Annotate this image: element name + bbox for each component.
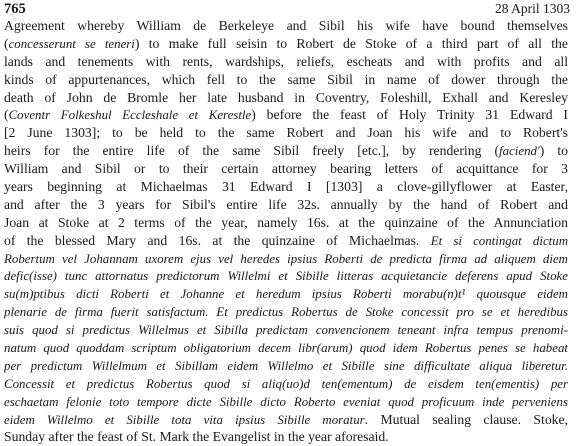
latin-text: Robertum vel Johannam uxorem ejus vel heredes ipsius Roberti de predicta firma ad aliquem diem <box>4 251 568 266</box>
latin-text: per predictum Willelmum et Sibillam eidem Willelmo et Sibille sine difficultate aliqua liberetur. <box>4 358 568 373</box>
latin-text: Et si contingat dictum <box>430 233 568 248</box>
latin-text: natum quod quoddam scriptum obligatorium decem libr(arum) quod idem Robertus penes se habeat <box>4 341 568 356</box>
english-text: ) to make full seisin to Robert de Stoke of a third part of all the <box>134 35 568 51</box>
latin-text: Coventr Folkeshul Eccleshale et Kerestle <box>8 108 252 123</box>
text-line <box>4 232 568 250</box>
text-line <box>4 142 568 160</box>
text-line <box>4 89 568 107</box>
english-text: Joan at Stoke at 2 terms of the year, namely 16s. at the quinzaine of the Annunciation <box>4 214 568 230</box>
text-line <box>4 303 568 321</box>
latin-text: defic(isse) tunc attornatus predictorum Willelmi et Sibille litteras acquietancie deferens apud Stoke <box>4 269 568 284</box>
text-line <box>4 267 568 285</box>
text-line <box>4 178 568 196</box>
text-line <box>4 393 568 411</box>
english-text: [2 June 1303]; to be held to the same Robert and Joan his wife and to Robert's <box>4 125 568 141</box>
english-text: years beginning at Michaelmas 31 Edward I [1303] a clove-gillyflower at Easter, <box>4 179 568 195</box>
english-text: ( <box>4 107 9 123</box>
english-text: and after the 3 years for Sibil's entire life 32s. annually by the hand of Robert and <box>4 196 568 212</box>
text-line <box>4 71 568 89</box>
text-line <box>4 124 568 142</box>
text-line <box>4 160 568 178</box>
latin-text: plenarie de firma fuerit satisfactum. Et predictus Robertus de Stoke concessit pro se et heredibus <box>4 305 568 320</box>
text-line <box>4 339 568 357</box>
latin-text: faciend' <box>499 144 540 159</box>
english-text: heirs for the entire life of the same Sibil freely [etc.], by rendering ( <box>4 143 500 159</box>
text-line <box>4 17 568 35</box>
english-text: ( <box>4 35 9 51</box>
latin-text: su(m)ptibus dicti Roberti et Johanne et heredum ipsius Roberti morabu(n)t¹ quousque eidem <box>4 287 568 302</box>
english-text: ) before the feast of Holy Trinity 31 Edward I <box>251 107 568 123</box>
text-line <box>4 285 568 303</box>
english-text: Agreement whereby William de Berkeleye and Sibil his wife have bound themselves <box>4 18 568 33</box>
english-text: ) to <box>539 143 568 159</box>
text-line <box>4 321 568 339</box>
latin-text: Concessit et predictus Robertus quod si aliq(uo)d ten(ementum) de eisdem ten(ementis) per <box>4 376 568 391</box>
text-line <box>4 375 568 393</box>
latin-text: eschaetam felonie toto tempore dicte Sibille dicto Roberto eveniat quod proficuum inde perveniens <box>4 394 568 409</box>
english-text: kinds of appurtenances, which fell to the same Sibil in name of dower through the <box>4 71 568 87</box>
english-text: William and Sibil or to their certain attorney bearing letters of acquittance for 3 <box>4 161 568 177</box>
text-line <box>4 357 568 375</box>
latin-text: suis quod si predictus Willelmus et Sibilla predictam convencionem teneant infra tempus prenomi- <box>4 323 568 338</box>
english-text: lands and tenements with rents, wardships, reliefs, escheats and with profits and all <box>4 53 568 69</box>
text-line <box>4 428 568 446</box>
text-line <box>4 35 568 53</box>
english-text: death of John de Bromle her late husband in Coventry, Foleshill, Exhall and Keresley <box>4 89 568 105</box>
english-text: of the blessed Mary and 16s. at the quinzaine of Michaelmas. <box>4 232 431 248</box>
text-line <box>4 214 568 232</box>
entry-date: 28 April 1303 <box>494 1 570 16</box>
text-line <box>4 106 568 124</box>
english-text: Sunday after the feast of St. Mark the Evangelist in the year aforesaid. <box>4 429 389 445</box>
text-line <box>4 411 568 429</box>
latin-text: eidem Willelmo et Sibille tota vita ipsius Sibille moratur <box>4 412 365 427</box>
latin-text: concesserunt se teneri <box>8 36 135 51</box>
entry-number: 765 <box>4 1 26 17</box>
text-line <box>4 196 568 214</box>
english-text: . Mutual sealing clause. Stoke, <box>364 411 568 427</box>
text-line <box>4 53 568 71</box>
text-line <box>4 250 568 268</box>
entry-text <box>4 17 568 446</box>
